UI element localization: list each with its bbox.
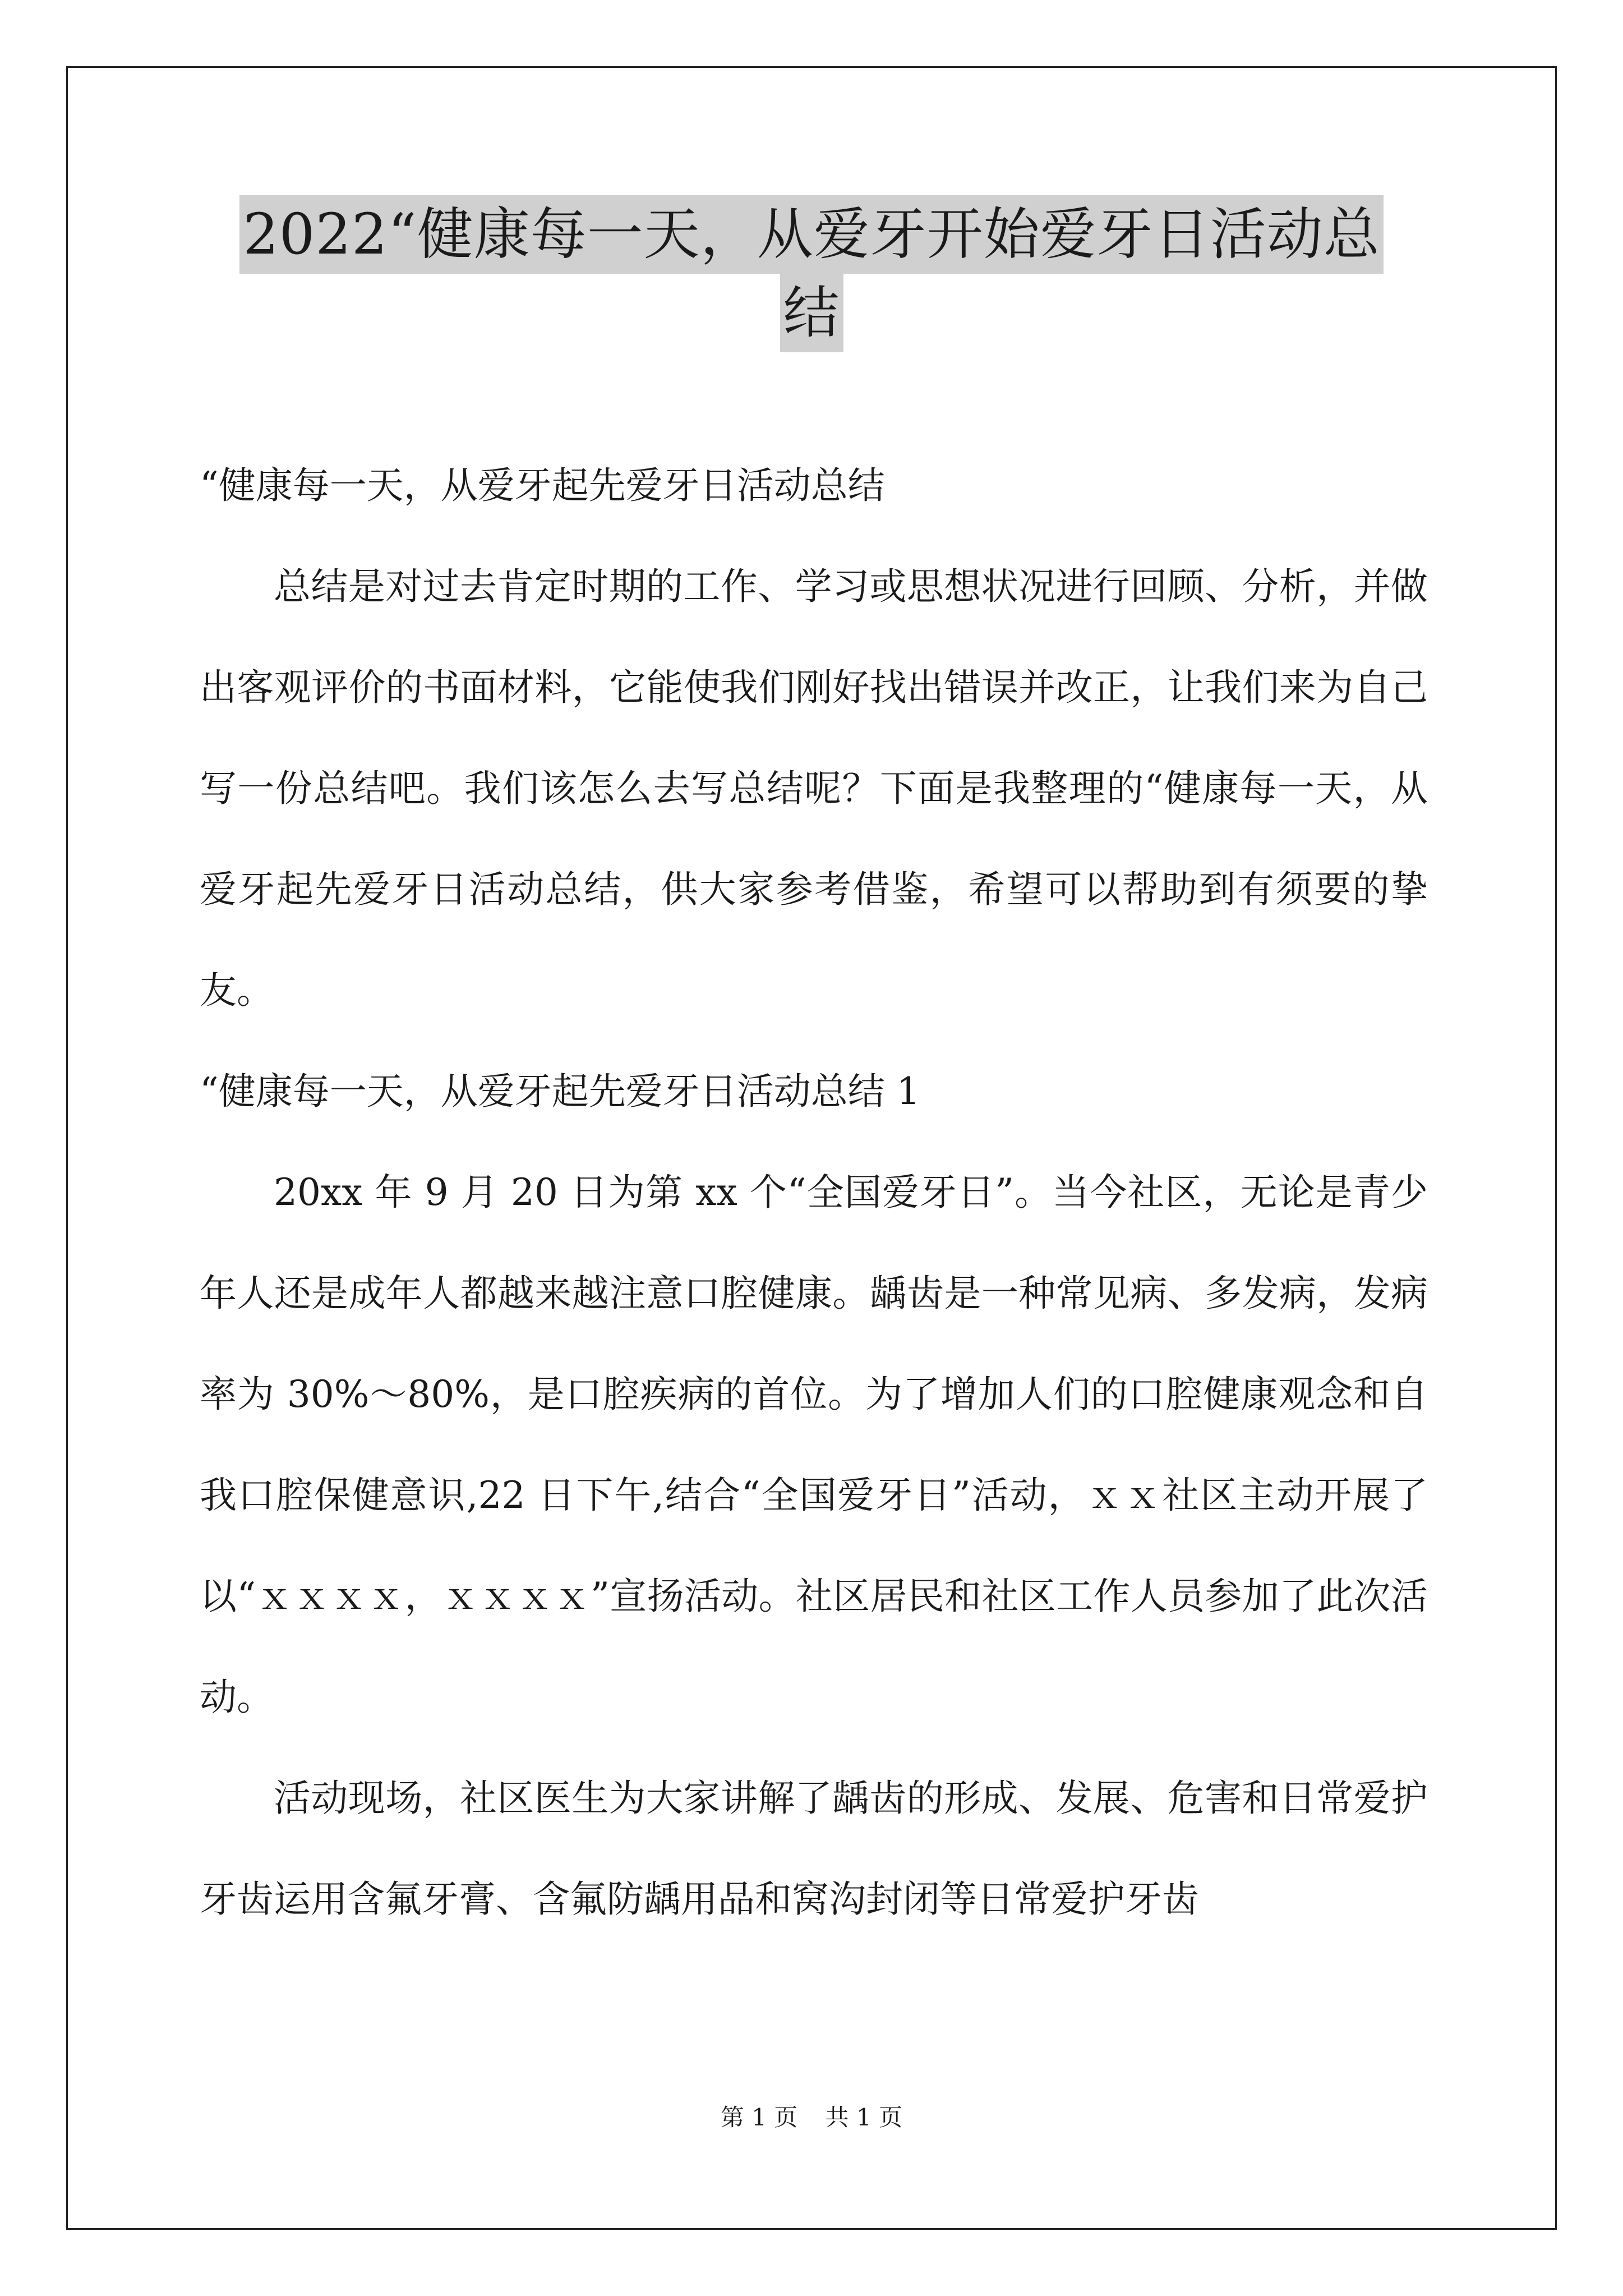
title-line-2: 结 bbox=[780, 274, 843, 352]
page-number-current: 第 1 页 bbox=[720, 2104, 798, 2131]
subtitle-heading: “健康每一天，从爱牙起先爱牙日活动总结 bbox=[200, 464, 885, 507]
page-footer bbox=[0, 2101, 1623, 2134]
body-paragraph-2: 活动现场，社区医生为大家讲解了龋齿的形成、发展、危害和日常爱护牙齿运用含氟牙膏、含氟防龋用品和窝沟封闭等日常爱护牙齿 bbox=[200, 1777, 1428, 1921]
page-number-total: 共 1 页 bbox=[825, 2104, 903, 2131]
document-body bbox=[200, 435, 1428, 1950]
title-line-1: 2022“健康每一天，从爱牙开始爱牙日活动总 bbox=[239, 195, 1384, 274]
body-paragraph-1: 20xx 年 9 月 20 日为第 xx 个“全国爱牙日”。当今社区，无论是青少年人还是成年人都越来越注意口腔健康。龋齿是一种常见病、多发病，发病率为 30%～80%，是口腔疾病的首位。为了增加人们的口腔健康观念和自我口腔保健意识,22 日下午,结合“全国爱牙日”活动，ｘｘ社区主动开展了以“ｘｘｘｘ，ｘｘｘｘ”宣扬活动。社区居民和社区工作人员参加了此次活动。 bbox=[200, 1171, 1428, 1719]
document-title bbox=[0, 195, 1623, 352]
section-heading-1: “健康每一天，从爱牙起先爱牙日活动总结 1 bbox=[200, 1070, 920, 1113]
intro-paragraph: 总结是对过去肯定时期的工作、学习或思想状况进行回顾、分析，并做出客观评价的书面材料，它能使我们刚好找出错误并改正，让我们来为自己写一份总结吧。我们该怎么去写总结呢？下面是我整理的“健康每一天，从爱牙起先爱牙日活动总结，供大家参考借鉴，希望可以帮助到有须要的挚友。 bbox=[200, 565, 1428, 1012]
